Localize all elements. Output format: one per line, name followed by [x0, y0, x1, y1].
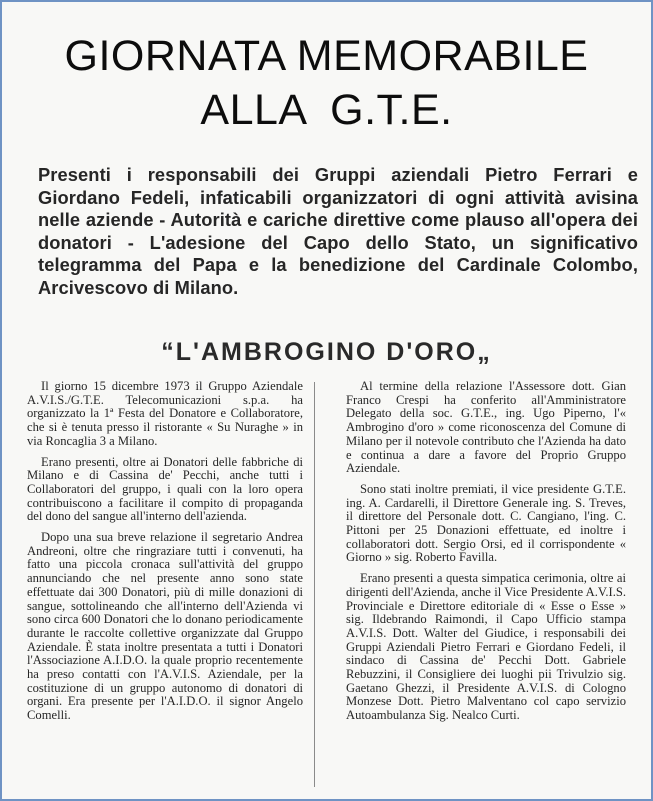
paragraph: Sono stati inoltre premiati, il vice presidente G.T.E. ing. A. Cardarelli, il Direttore Generale ing. S. Treves, il direttore del Personale dott. C. Cangiano, l'ing. C. Pittoni per 25 Donazioni effettuate, ed inoltre i collaboratori dott. Sergio Orsi, ed il corrispondente « Giorno » sig. Roberto Favilla.: [346, 481, 626, 565]
article-subtitle: Presenti i responsabili dei Gruppi aziendali Pietro Ferrari e Giordano Fedeli, infaticabili organizzatori di ogni attività avisina nelle aziende - Autorità e cariche direttive come plauso all'opera dei donatori - L'adesione del Capo dello Stato, un significativo telegramma del Papa e la benedizione del Cardinale Colombo, Arcivescovo di Milano.: [38, 164, 638, 298]
paragraph: Erano presenti, oltre ai Donatori delle fabbriche di Milano e di Cassina de' Pecchi, anche tutti i Collaboratori del gruppo, i quali con la loro opera contribuiscono a facilitare il compito di propaganda del dono del sangue all'interno dell'azienda.: [27, 454, 303, 524]
paragraph: Il giorno 15 dicembre 1973 il Gruppo Aziendale A.V.I.S./G.T.E. Telecomunicazioni s.p.a. ha organizzato la 1ª Festa del Donatore e Collaboratore, che si è tenuta presso il ristorante « Su Nuraghe » in via Roncaglia 3 a Milano.: [27, 379, 303, 448]
left-column: [27, 380, 303, 730]
headline-line-1: GIORNATA MEMORABILE: [64, 32, 589, 80]
paragraph: Al termine della relazione l'Assessore dott. Gian Franco Crespi ha conferito all'Amministratore Delegato della soc. G.T.E., ing. Ugo Piperno, l'« Ambrogino d'oro » come riconoscenza del Comune di Milano per il notevole contributo che l'Azienda ha dato e continua a dare a favore del Proprio Gruppo Aziendale.: [346, 379, 626, 476]
paragraph: Dopo una sua breve relazione il segretario Andrea Andreoni, oltre che ringraziare tutti i convenuti, ha fatto una piccola cronaca sull'attività del gruppo annunciando che nel presente anno sono state effettuate dai 300 Donatori, più di mille donazioni di sangue, sottolineando che all'interno dell'Azienda vi sono circa 600 Donatori che lo donano periodicamente durante le raccolte collettive organizzate dal Gruppo Aziendale. È stata inoltre presentata a tutti i Donatori l'Associazione A.I.D.O. la quale proprio recentemente ha preso contatti con l'A.V.I.S. Aziendale, per la costituzione di un gruppo autonomo di donatori di organi. Era presente per l'A.I.D.O. il signor Angelo Comelli.: [27, 530, 303, 723]
paragraph: Erano presenti a questa simpatica cerimonia, oltre ai dirigenti dell'Azienda, anche il Vice Presidente A.V.I.S. Provinciale e Direttore editoriale di « Esse o Esse » sig. Ildebrando Raimondi, il Capo Ufficio stampa A.V.I.S. Dott. Walter del Giudice, i responsabili dei Gruppi Aziendali Pietro Ferrari e Giordano Fedeli, il sindaco di Cassina de' Pecchi Dott. Gabriele Rebuzzini, il Consigliere dei luoghi pii Trivulzio sig. Gaetano Ghezzi, il Presidente A.V.I.S. di Cologno Monzese Dott. Pietro Malventano col capo servizio Autoambulanza Sig. Nealco Curti.: [346, 571, 626, 723]
headline-line-2: ALLA G.T.E.: [200, 86, 453, 134]
section-title: “L'AMBROGINO D'ORO„: [161, 338, 492, 366]
column-divider: [314, 382, 315, 787]
right-column: [346, 380, 626, 730]
